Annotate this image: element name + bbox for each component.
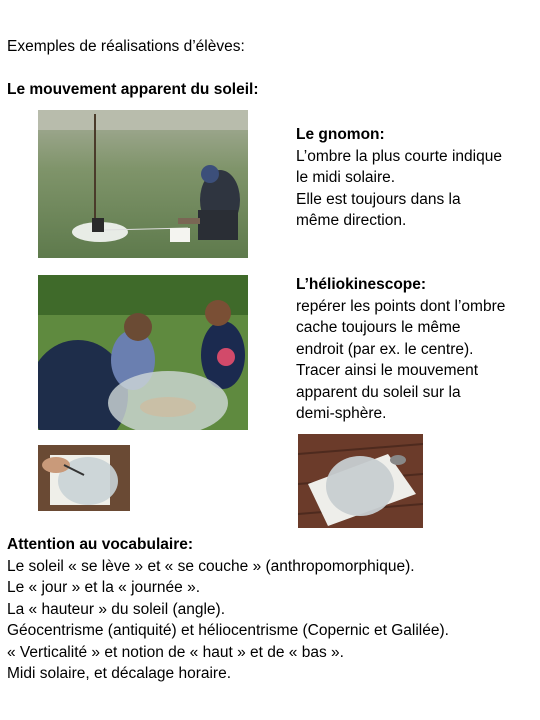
heliokinescope-text — [296, 274, 505, 425]
heliokinescope-line: apparent du soleil sur la — [296, 383, 461, 401]
dome-photo — [298, 434, 423, 528]
heliokinescope-line: Tracer ainsi le mouvement — [296, 362, 479, 379]
heliokinescope-title: L’héliokinescope: — [296, 276, 427, 293]
vocabulary-line: Midi solaire, et décalage horaire. — [7, 665, 232, 682]
tracing-photo — [38, 445, 130, 511]
intro-text: Exemples de réalisations d’élèves: — [7, 38, 245, 55]
vocabulary-line: « Verticalité » et notion de « haut » et de « bas ». — [7, 643, 344, 661]
gnomon-photo — [38, 110, 248, 258]
gnomon-line: L’ombre la plus courte indique — [296, 147, 502, 165]
vocabulary-line: Géocentrisme (antiquité) et héliocentrisme (Copernic et Galilée). — [7, 622, 449, 639]
gnomon-line: même direction. — [296, 212, 407, 229]
vocabulary-line: Le « jour » et la « journée ». — [7, 579, 201, 596]
heliokinescope-line: repérer les points dont l’ombre — [296, 297, 506, 315]
heliokinescope-line: cache toujours le même — [296, 319, 461, 336]
gnomon-text — [296, 124, 502, 232]
heliokinescope-line: endroit (par ex. le centre). — [296, 340, 474, 358]
gnomon-title: Le gnomon: — [296, 126, 385, 143]
gnomon-line: le midi solaire. — [296, 169, 396, 186]
vocabulary-title: Attention au vocabulaire: — [7, 536, 194, 553]
vocabulary-line: La « hauteur » du soleil (angle). — [7, 600, 226, 618]
vocabulary-line: Le soleil « se lève » et « se couche » (anthropomorphique). — [7, 557, 415, 575]
heliokinescope-line: demi-sphère. — [296, 405, 387, 422]
gnomon-line: Elle est toujours dans la — [296, 190, 461, 208]
section-title: Le mouvement apparent du soleil: — [7, 81, 259, 98]
vocabulary-block — [7, 534, 449, 685]
heliokinescope-photo — [38, 275, 248, 430]
